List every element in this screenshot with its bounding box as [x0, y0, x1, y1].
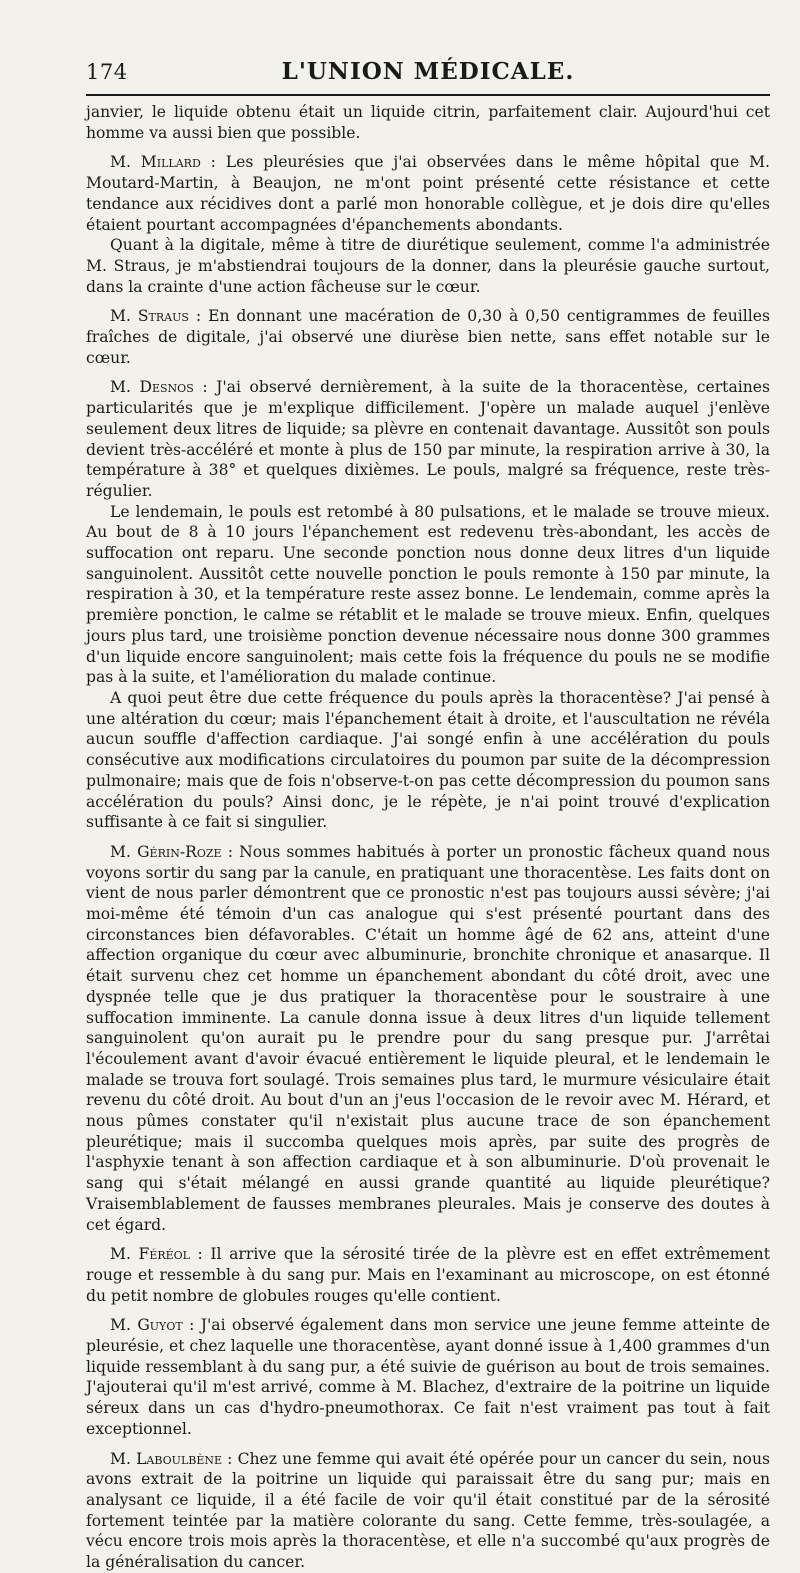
speaker-name: M. Laboulbène [110, 1449, 223, 1468]
paragraph [86, 306, 770, 368]
paragraph [86, 102, 770, 143]
speaker-name: M. Millard [110, 153, 201, 172]
paragraph [86, 688, 770, 833]
running-head [86, 56, 770, 96]
article-body [86, 102, 770, 1573]
paragraph [86, 502, 770, 688]
paragraph-text: : Il arrive que la sérosité tirée de la plèvre est en effet extrêmement rouge et ressemble à du sang pur. Mais en l'examinant au microscope, on est étonné du petit nombre de globules rouges qu'elle contient. [86, 1245, 770, 1305]
paragraph [86, 235, 770, 297]
paragraph-text: janvier, le liquide obtenu était un liquide citrin, parfaitement clair. Aujourd'hui cet homme va aussi bien que possible. [86, 103, 770, 142]
paragraph [86, 1244, 770, 1306]
paragraph-text: Le lendemain, le pouls est retombé à 80 pulsations, et le malade se trouve mieux. Au bout de 8 à 10 jours l'épanchement est redevenu très-abondant, les accès de suffocation ont reparu. Une seconde ponction nous donne deux litres d'un liquide sanguinolent. Aussitôt cette nouvelle ponction le pouls remonte à 150 par minute, la respiration à 30, et la température reste assez bonne. Le lendemain, comme après la première ponction, le calme se rétablit et le malade se trouve mieux. Enfin, quelques jours plus tard, une troisième ponction devenue nécessaire nous donne 300 grammes d'un liquide encore sanguinolent; mais cette fois la fréquence du pouls ne se modifie pas à la suite, et l'amélioration du malade continue. [86, 502, 770, 687]
paragraph [86, 1315, 770, 1439]
paragraph-text: : J'ai observé également dans mon service une jeune femme atteinte de pleurésie, et chez laquelle une thoracentèse, ayant donné issue à 1,400 grammes d'un liquide ressemblant à du sang pur, a été suivie de guérison au bout de trois semaines. J'ajouterai qu'il m'est arrivé, comme à M. Blachez, d'extraire de la poitrine un liquide séreux dans un cas d'hydro-pneumothorax. Ce fait n'est vraiment pas tout à fait exceptionnel. [86, 1316, 770, 1438]
speaker-name: M. Gérin-Roze [110, 842, 222, 861]
paragraph-text: : Chez une femme qui avait été opérée pour un cancer du sein, nous avons extrait de la poitrine un liquide qui paraissait être du sang pur; mais en analysant ce liquide, il a été facile de voir qu'il était constitué par de la sérosité fortement teintée par la matière colorante du sang. Cette femme, très-soulagée, a vécu encore trois mois après la thoracentèse, et elle n'a succombé qu'aux progrès de la généralisation du cancer. [86, 1449, 770, 1572]
speaker-name: M. Straus [110, 307, 189, 326]
paragraph [86, 377, 770, 501]
speaker-name: M. Guyot [110, 1316, 183, 1335]
journal-title: L'UNION MÉDICALE. [281, 58, 575, 85]
speaker-name: M. Féréol [110, 1245, 190, 1264]
paragraph-text: : J'ai observé dernièrement, à la suite de la thoracentèse, certaines particularités que je m'explique difficilement. J'opère un malade auquel j'enlève seulement deux litres de liquide; sa plèvre en contenait davantage. Aussitôt son pouls devient très-accéléré et monte à plus de 150 par minute, la respiration arrive à 30, la température à 38° et quelques dixièmes. Le pouls, malgré sa fréquence, reste très-régulier. [86, 378, 770, 500]
paragraph [86, 152, 770, 235]
paragraph [86, 1449, 770, 1573]
paragraph-text: A quoi peut être due cette fréquence du pouls après la thoracentèse? J'ai pensé à une altération du cœur; mais l'épanchement était à droite, et l'auscultation ne révéla aucun souffle d'affection cardiaque. J'ai songé enfin à une accélération du pouls consécutive aux modifications circulatoires du poumon par suite de la décompression pulmonaire; mais que de fois n'observe-t-on pas cette décompression du poumon sans accélération du pouls? Ainsi donc, je le répète, je n'ai point trouvé d'explication suffisante à ce fait si singulier. [86, 688, 770, 832]
paragraph-text: Quant à la digitale, même à titre de diurétique seulement, comme l'a administrée M. Straus, je m'abstiendrai toujours de la donner, dans la pleurésie gauche surtout, dans la crainte d'une action fâcheuse sur le cœur. [86, 236, 770, 296]
paragraph-text: : Nous sommes habitués à porter un pronostic fâcheux quand nous voyons sortir du sang par la canule, en pratiquant une thoracentèse. Les faits dont on vient de nous parler démontrent que ce pronostic n'est pas toujours aussi sévère; j'ai moi-même été témoin d'un cas analogue qui s'est présenté pourtant dans des circonstances bien défavorables. C'était un homme âgé de 62 ans, atteint d'une affection organique du cœur avec albuminurie, bronchite chronique et anasarque. Il était survenu chez cet homme un épanchement abondant du côté droit, avec une dyspnée telle que je dus pratiquer la thoracentèse pour le soustraire à une suffocation imminente. La canule donna issue à deux litres d'un liquide tellement sanguinolent qu'on aurait pu le prendre pour du sang presque pur. J'arrêtai l'écoulement avant d'avoir évacué entièrement le liquide pleural, et le lendemain le malade se trouva fort soulagé. Trois semaines plus tard, le murmure vésiculaire était revenu du côté droit. Au bout d'un an j'eus l'occasion de le revoir avec M. Hérard, et nous pûmes constater qu'il n'existait plus aucune trace de son épanchement pleurétique; mais il succomba quelques mois après, par suite des progrès de l'asphyxie tenant à son affection cardiaque et à son albuminurie. D'où provenait le sang qui s'était mélangé en aussi grande quantité au liquide pleurétique? Vraisemblablement de fausses membranes pleurales. Mais je conserve des doutes à cet égard. [86, 842, 770, 1234]
page-number: 174 [86, 60, 128, 84]
paragraph-text: : En donnant une macération de 0,30 à 0,50 centigrammes de feuilles fraîches de digitale, j'ai observé une diurèse bien nette, sans effet notable sur le cœur. [86, 307, 770, 367]
paragraph [86, 842, 770, 1235]
paragraph-text: : Les pleurésies que j'ai observées dans le même hôpital que M. Moutard-Martin, à Beaujon, ne m'ont point présenté cette résistance et cette tendance aux récidives dont a parlé mon honorable collègue, et je dois dire qu'elles étaient pourtant accompagnées d'épanchements abondants. [86, 153, 770, 234]
speaker-name: M. Desnos [110, 378, 194, 397]
